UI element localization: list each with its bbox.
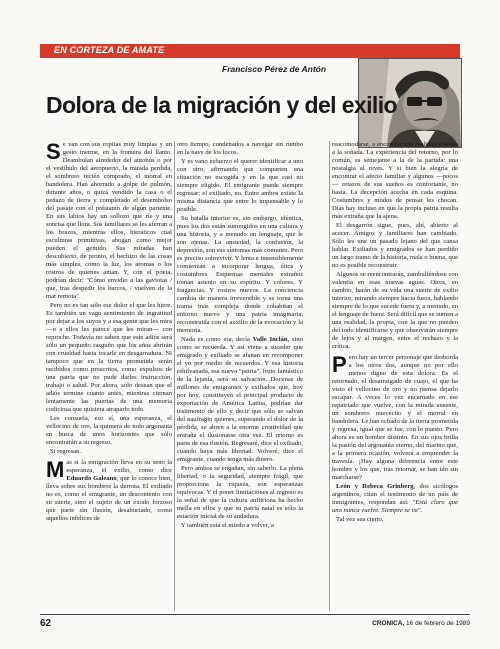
author-byline: Francisco Pérez de Antón	[222, 64, 327, 74]
drop-cap: P	[332, 352, 347, 377]
column-divider	[329, 141, 330, 611]
paragraph: Pero no es tan sólo ese dolor el que les hiere. Es también un vago sentimiento de ingratitud por dejar a los suyos y a esa gente que les mira —o a ellos les parece que les miran— con reproche. Todavía no saben que este adiós será sólo un pequeño rasguño que los años abrirán con crueldad hasta tocarle en desgarradura. Ni tampoco que en la tierra prometida serán recibidos como proscritos, como expulsos de una patria que no pude darles instrucción, trabajo o salud. Por ahora, sólo desean que el adiós termine cuanto antes, mientras ciernan lentamente las puertas de una memoria codiciosa que quisiera atraparlo todo.	[46, 302, 172, 413]
drop-cap: M	[46, 457, 65, 482]
publication-name: CRONICA,	[372, 620, 405, 627]
article-column-1	[46, 141, 172, 524]
paragraph: reacomodarse, a encontrar una realidad distinta a la soñada. La experiencia del retorno, por lo común, es semejante a la de la partida: una nostalgia al revés. Y si bien la alegría de encontrar el afecto familiar y algunos —pocos— retazos de sus sueños es confortante, no basta. La decepción acecha en cada esquina. Costumbres y modos de pensar les chocan. Días hay incluso en que la propia patria resulta más extraña que la ajena.	[332, 141, 458, 220]
article-column-2	[177, 141, 303, 531]
page-number: 62	[40, 618, 52, 629]
drop-cap: S	[46, 139, 61, 164]
section-banner	[40, 44, 460, 58]
paragraph: Tal vez sea cierto.	[336, 516, 384, 523]
article-column-3	[332, 141, 458, 525]
section-label: EN CORTEZA DE AMATE	[54, 45, 165, 55]
paragraph: Y es vano esfuerzo el querer identificar a uno con otro, afirmando que comparten una situación no escogida y en la que casi no siempre eligido. El emigrante puede siempre regresar; el exiliado, no. Entre ambos existe la misma distancia que entre lo impensable y lo posible.	[177, 158, 303, 213]
paragraph: Se van con sus ropitas muy limpias y un gesto inerme, en la frontera del llanto. Deambulan alrededor del autobús o por el vestíbulo del aeropuerto, la mirada perdida, el sombrero recién comprado, el morral en bandolera. Han ahorrado a golpe de pulmón, durante años, o quizá vendido la casa o el pedazo de tierra y completado el desembolso del pasaje con el préstamo de algún pariente. En sus labios hay un sollozo que ríe y una sonrisa que llora. Sus familiares se les aferran a los brazos, mientras ellos, hieráticos cual esculturas primitivas, ahogan como mejor pueden el gemido. Sus miradas han descubierto, de pronto, el hechizo de las cosas más simples, como la luz, los aromas o los rostros de quienes aman. Y, con el poeta, podrían decir: "Cómo envidio a las gaviotas / que, tras despedir los barcos, / vuelven de la mar remota".	[46, 139, 172, 300]
publication-date: 16 de febrero de 1989	[406, 620, 470, 627]
paragraph: Les consuela, eso sí, una esperanza, el vellocino de oro, la quimera de todo argonauta en busca de unos horizontes que sólo encontrarán a su regreso.	[46, 415, 172, 446]
paragraph: Pero ambos se engañan, sin saberlo. La plena libertad, o la seguridad, siempre frágil, que proporciona la riqueza, son esperanzas equívocas. Y el poner limitaciones al regreso es la señal de que la cultura anfitriona ha hecho mella en ellos y que su patria natal es sólo la estación inicial de su andadura.	[177, 465, 303, 520]
paragraph: Nada es como era, decía Valle Inclán, sino como se recuerda. Y así viene a suceder que emigrado y exiliado se afanan en recomponer el yo por medio de recuerdos. Y esa historia rehilvanada, esa nueva "patria", fruto fantástico de la lejanía, será su salvación. Docenas de millones de emigrantes y exiliados que, hoy por hoy, constituyen el principal producto de exportación de América Latina, podrían dar testimonio de ello y decir que sólo se salvan del naufragio quienes, superando el dolor de la pérdida, se abren a la enorme creatividad que entraña el ilusionarse otra vez. El retorno es parte de esa ilusión. Regresaré, dice el exiliado, cuando haya más libertad. Volveré, dice el emigrante, cuando tenga más dinero.	[177, 336, 303, 463]
column-divider	[174, 141, 175, 611]
paragraph: Y también está el miedo a volver, a	[181, 522, 274, 529]
publication-footer	[372, 620, 470, 627]
paragraph: León y Rebeca Grinberg, dos sicólogos argentinos, citan el testimonio de un país de inmigrantes, respondan así: "Está claro que uno nunca vuelve. Siempre se va".	[332, 483, 459, 514]
article-headline: Dolora de la migración y del exilio	[46, 92, 397, 118]
paragraph: Algunos se reencontrarán, zambulléndose con valentía en esas nuevas aguas. Otros, en cambio, harán de su vida una suerte de exilio interior, mirando siempre hacia fuera, hablando siempre de lo que sucede fuera y, a menudo, en el lenguaje de fuera. Será difícil que se sumen a una realidad, la propia, con la que no pueden del todo identificarse y que observarán siempre de lejos y al margen, entre el rechazo y la crítica.	[332, 271, 458, 350]
paragraph: El desgarrón sigue, pues, ahí, abierto al acecer. Amigos y familiares han cambiado. Sólo les une un pasado lejano del que cansa hablar. Exiliados y emigrados se han perdido un largo tramo de la historia, mala o buena, que no es posible reconstruir.	[332, 222, 458, 269]
paragraph: otro tiempo, condenados a navegar sin rumbo en la nave de los locos.	[177, 141, 303, 156]
paragraph: Su batalla interior es, sin embargo, idéntica, pues los dos están sumergidos en una cultura y una historia, y a menudo un lenguaje, que le son ajenas. La ansiedad, la confusión, la depresión, son sus síntomas más comunes. Pero es preciso sobrevivir. Y lenta e insensiblemente comienzan a incorporar lengua, ética y costumbres. Esquemas mentales extraños toman asiento en su espíritu. Y colores. Y fragancias. Y rostros nuevos. La conciencia cambia de manera irreversible y se torna una trama más compleja donde cohabitan el entorno nuevo y una patria imaginaria, reconstruida con el auxilio de la evocación y la memoria.	[177, 215, 304, 334]
paragraph: Mas si la emigración lleva en su seno la esperanza, el exilio, como dice Eduardo Galeano, que lo conoce bien, lleva sobre sus hombros la derrota. El exiliado no es, como el emigrante, un descontento con su suerte, sino el sujeto de un éxodo forzoso que parte sin ilusión, desahuciado, como aquellos infelices de	[46, 457, 172, 522]
footer-rule	[40, 614, 470, 615]
paragraph: Pero hay un tercer personaje que desborda a los otros dos, aunque no por ello menos digno de esta dolora. Es el retornado, el desarraigado de cuajo, el que ha visto el vellocino de oro y no piensa dejarlo escapar. A veces lo vez encarnado en ese repatriado que vuelve, con la mirada ausente, un sombrero nuevecito y el morral en bandolera. Le han echado de la tierra prometida y regresa, igual que se fue, con lo puesto. Pero ahora es un hombre distinto. En sus ojos brilla la pasión del argonauta eterno, del marino que, a la primera ocasión, volverá a emprender la travesía. ¡Hay alguna diferencia entre este hombre y los que, tras retornar, se han ido sin marcharse?	[332, 352, 458, 481]
paragraph: Si regresan.	[50, 448, 82, 455]
